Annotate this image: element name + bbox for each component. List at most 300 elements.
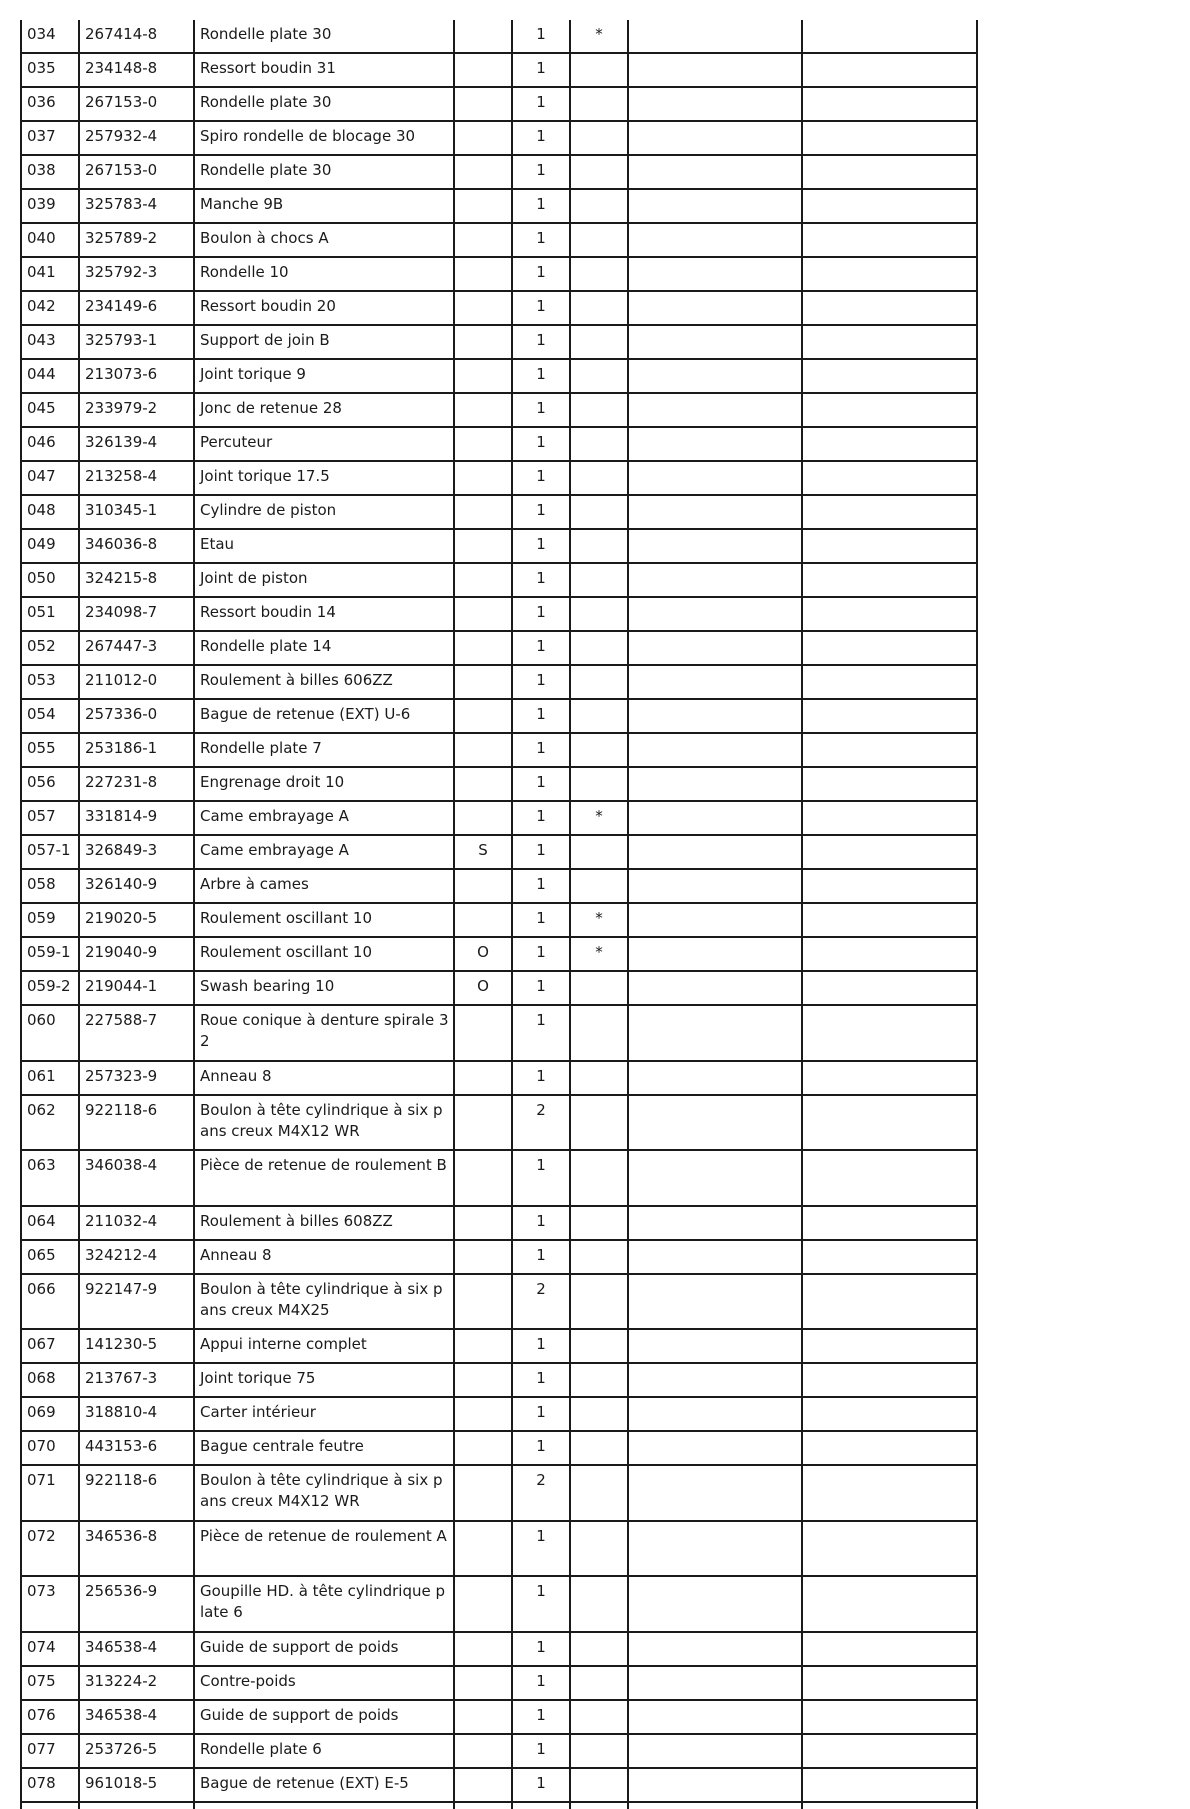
note-cell-1 — [628, 937, 802, 971]
flag-cell: S — [454, 835, 512, 869]
part-number-cell: 346538-4 — [79, 1632, 194, 1666]
item-number-cell: 063 — [21, 1150, 79, 1206]
item-number-cell: 064 — [21, 1206, 79, 1240]
mark-cell — [570, 393, 628, 427]
note-cell-1 — [628, 53, 802, 87]
part-number-cell: 326139-4 — [79, 427, 194, 461]
mark-cell — [570, 529, 628, 563]
item-number-cell: 065 — [21, 1240, 79, 1274]
note-cell-1 — [628, 733, 802, 767]
description-cell: Ressort boudin 31 — [194, 53, 454, 87]
flag-cell — [454, 903, 512, 937]
description-cell: Joint torique 17.5 — [194, 461, 454, 495]
item-number-cell: 036 — [21, 87, 79, 121]
note-cell-2 — [802, 1005, 977, 1061]
flag-cell — [454, 1150, 512, 1206]
flag-cell — [454, 631, 512, 665]
mark-cell — [570, 597, 628, 631]
flag-cell — [454, 1274, 512, 1330]
table-row — [21, 20, 977, 53]
table-row — [21, 869, 977, 903]
note-cell-1 — [628, 631, 802, 665]
part-number-cell: 922118-6 — [79, 1465, 194, 1521]
quantity-cell: 1 — [512, 869, 570, 903]
description-cell: Contre-poids — [194, 1666, 454, 1700]
item-number-cell: 069 — [21, 1397, 79, 1431]
flag-cell — [454, 495, 512, 529]
note-cell-1 — [628, 1632, 802, 1666]
quantity-cell: 1 — [512, 937, 570, 971]
quantity-cell: 1 — [512, 1632, 570, 1666]
note-cell-2 — [802, 1632, 977, 1666]
note-cell-1 — [628, 699, 802, 733]
description-cell: Roulement oscillant 10 — [194, 937, 454, 971]
flag-cell — [454, 257, 512, 291]
note-cell-1 — [628, 1274, 802, 1330]
description-cell: Carter intérieur — [194, 1397, 454, 1431]
flag-cell — [454, 155, 512, 189]
part-number-cell: 310345-1 — [79, 495, 194, 529]
mark-cell — [570, 1431, 628, 1465]
item-number-cell: 037 — [21, 121, 79, 155]
quantity-cell: 1 — [512, 801, 570, 835]
note-cell-1 — [628, 1329, 802, 1363]
table-row — [21, 529, 977, 563]
note-cell-1 — [628, 1206, 802, 1240]
table-row — [21, 155, 977, 189]
table-row — [21, 1465, 977, 1521]
quantity-cell: 1 — [512, 1329, 570, 1363]
item-number-cell: 056 — [21, 767, 79, 801]
description-cell: Rondelle plate 6 — [194, 1734, 454, 1768]
description-cell: Arbre à cames — [194, 869, 454, 903]
quantity-cell: 1 — [512, 223, 570, 257]
quantity-cell: 1 — [512, 1206, 570, 1240]
note-cell-2 — [802, 1150, 977, 1206]
note-cell-2 — [802, 189, 977, 223]
table-row — [21, 257, 977, 291]
parts-table-body — [21, 20, 977, 1809]
part-number-cell: 141230-5 — [79, 1329, 194, 1363]
table-row — [21, 937, 977, 971]
mark-cell — [570, 291, 628, 325]
part-number-cell: 346036-8 — [79, 529, 194, 563]
note-cell-2 — [802, 1431, 977, 1465]
flag-cell — [454, 1700, 512, 1734]
mark-cell: * — [570, 801, 628, 835]
mark-cell: * — [570, 937, 628, 971]
table-row — [21, 1005, 977, 1061]
mark-cell — [570, 1061, 628, 1095]
quantity-cell: 1 — [512, 597, 570, 631]
table-row — [21, 699, 977, 733]
quantity-cell: 2 — [512, 1274, 570, 1330]
mark-cell — [570, 189, 628, 223]
note-cell-2 — [802, 1576, 977, 1632]
note-cell-1 — [628, 971, 802, 1005]
flag-cell — [454, 359, 512, 393]
part-number-cell: 324212-4 — [79, 1240, 194, 1274]
note-cell-2 — [802, 325, 977, 359]
part-number-cell: 256536-9 — [79, 1576, 194, 1632]
description-cell: Roue conique à denture spirale 32 — [194, 1005, 454, 1061]
item-number-cell: 043 — [21, 325, 79, 359]
quantity-cell: 1 — [512, 121, 570, 155]
table-row — [21, 359, 977, 393]
note-cell-2 — [802, 495, 977, 529]
note-cell-2 — [802, 359, 977, 393]
note-cell-2 — [802, 801, 977, 835]
quantity-cell: 1 — [512, 495, 570, 529]
note-cell-1 — [628, 835, 802, 869]
table-row — [21, 189, 977, 223]
note-cell-2 — [802, 121, 977, 155]
description-cell: Roulement oscillant 10 — [194, 903, 454, 937]
item-number-cell: 034 — [21, 20, 79, 53]
table-row — [21, 1061, 977, 1095]
note-cell-1 — [628, 1768, 802, 1802]
quantity-cell: 1 — [512, 393, 570, 427]
table-row — [21, 835, 977, 869]
flag-cell — [454, 427, 512, 461]
quantity-cell: 1 — [512, 20, 570, 53]
parts-table — [20, 20, 978, 1809]
quantity-cell: 1 — [512, 665, 570, 699]
note-cell-2 — [802, 903, 977, 937]
description-cell: Etau — [194, 529, 454, 563]
description-cell: Pièce de retenue de roulement B — [194, 1150, 454, 1206]
part-number-cell: 961018-5 — [79, 1768, 194, 1802]
quantity-cell: 1 — [512, 835, 570, 869]
note-cell-1 — [628, 155, 802, 189]
note-cell-1 — [628, 427, 802, 461]
description-cell: Came embrayage A — [194, 835, 454, 869]
description-cell: Bague de retenue (EXT) U-6 — [194, 699, 454, 733]
flag-cell — [454, 563, 512, 597]
note-cell-2 — [802, 563, 977, 597]
part-number-cell: 219044-1 — [79, 971, 194, 1005]
flag-cell — [454, 529, 512, 563]
flag-cell — [454, 1768, 512, 1802]
mark-cell — [570, 87, 628, 121]
description-cell: Bague de retenue (EXT) E-5 — [194, 1768, 454, 1802]
note-cell-1 — [628, 121, 802, 155]
table-row — [21, 1768, 977, 1802]
note-cell-2 — [802, 1240, 977, 1274]
flag-cell — [454, 53, 512, 87]
mark-cell — [570, 1576, 628, 1632]
table-row — [21, 733, 977, 767]
flag-cell — [454, 767, 512, 801]
item-number-cell: 057-1 — [21, 835, 79, 869]
quantity-cell: 1 — [512, 563, 570, 597]
description-cell: Bague centrale feutre — [194, 1431, 454, 1465]
flag-cell — [454, 20, 512, 53]
flag-cell — [454, 869, 512, 903]
mark-cell — [570, 665, 628, 699]
part-number-cell: 213073-6 — [79, 359, 194, 393]
quantity-cell: 1 — [512, 359, 570, 393]
note-cell-2 — [802, 733, 977, 767]
description-cell: Rondelle plate 7 — [194, 733, 454, 767]
description-cell: Rondelle plate 30 — [194, 155, 454, 189]
part-number-cell: 227231-8 — [79, 767, 194, 801]
flag-cell: O — [454, 971, 512, 1005]
empty-cell — [454, 1802, 512, 1809]
empty-cell — [802, 1802, 977, 1809]
quantity-cell: 1 — [512, 903, 570, 937]
description-cell: Joint torique 9 — [194, 359, 454, 393]
note-cell-2 — [802, 1061, 977, 1095]
item-number-cell: 050 — [21, 563, 79, 597]
table-row — [21, 903, 977, 937]
description-cell: Ressort boudin 20 — [194, 291, 454, 325]
item-number-cell: 048 — [21, 495, 79, 529]
flag-cell — [454, 291, 512, 325]
mark-cell — [570, 1397, 628, 1431]
part-number-cell: 267153-0 — [79, 87, 194, 121]
note-cell-2 — [802, 87, 977, 121]
flag-cell — [454, 733, 512, 767]
part-number-cell: 234148-8 — [79, 53, 194, 87]
table-row-cutoff — [21, 1802, 977, 1809]
empty-cell — [570, 1802, 628, 1809]
item-number-cell: 058 — [21, 869, 79, 903]
note-cell-2 — [802, 971, 977, 1005]
mark-cell — [570, 699, 628, 733]
description-cell: Boulon à tête cylindrique à six pans creux M4X12 WR — [194, 1465, 454, 1521]
quantity-cell: 1 — [512, 1431, 570, 1465]
description-cell: Joint torique 75 — [194, 1363, 454, 1397]
mark-cell — [570, 495, 628, 529]
table-row — [21, 1329, 977, 1363]
note-cell-1 — [628, 223, 802, 257]
flag-cell — [454, 1431, 512, 1465]
mark-cell — [570, 427, 628, 461]
description-cell: Roulement à billes 606ZZ — [194, 665, 454, 699]
item-number-cell: 072 — [21, 1521, 79, 1577]
part-number-cell: 326849-3 — [79, 835, 194, 869]
quantity-cell: 1 — [512, 1521, 570, 1577]
part-number-cell: 325783-4 — [79, 189, 194, 223]
flag-cell — [454, 1465, 512, 1521]
note-cell-1 — [628, 291, 802, 325]
note-cell-2 — [802, 1734, 977, 1768]
item-number-cell: 059-2 — [21, 971, 79, 1005]
mark-cell — [570, 53, 628, 87]
mark-cell — [570, 767, 628, 801]
note-cell-2 — [802, 1274, 977, 1330]
mark-cell — [570, 223, 628, 257]
flag-cell — [454, 1095, 512, 1151]
quantity-cell: 1 — [512, 257, 570, 291]
quantity-cell: 1 — [512, 427, 570, 461]
part-number-cell: 219040-9 — [79, 937, 194, 971]
item-number-cell: 040 — [21, 223, 79, 257]
description-cell: Rondelle 10 — [194, 257, 454, 291]
mark-cell — [570, 1363, 628, 1397]
quantity-cell: 1 — [512, 733, 570, 767]
table-row — [21, 1206, 977, 1240]
part-number-cell: 233979-2 — [79, 393, 194, 427]
note-cell-2 — [802, 427, 977, 461]
mark-cell — [570, 1768, 628, 1802]
quantity-cell: 1 — [512, 699, 570, 733]
empty-cell — [79, 1802, 194, 1809]
part-number-cell: 211012-0 — [79, 665, 194, 699]
flag-cell — [454, 1061, 512, 1095]
part-number-cell: 346038-4 — [79, 1150, 194, 1206]
item-number-cell: 068 — [21, 1363, 79, 1397]
mark-cell: * — [570, 903, 628, 937]
flag-cell — [454, 1240, 512, 1274]
table-row — [21, 665, 977, 699]
quantity-cell: 1 — [512, 971, 570, 1005]
description-cell: Goupille HD. à tête cylindrique plate 6 — [194, 1576, 454, 1632]
mark-cell — [570, 461, 628, 495]
note-cell-2 — [802, 257, 977, 291]
note-cell-2 — [802, 1465, 977, 1521]
quantity-cell: 1 — [512, 1700, 570, 1734]
flag-cell — [454, 699, 512, 733]
table-row — [21, 631, 977, 665]
quantity-cell: 1 — [512, 1397, 570, 1431]
note-cell-1 — [628, 801, 802, 835]
description-cell: Spiro rondelle de blocage 30 — [194, 121, 454, 155]
mark-cell — [570, 1329, 628, 1363]
item-number-cell: 067 — [21, 1329, 79, 1363]
note-cell-1 — [628, 1240, 802, 1274]
quantity-cell: 1 — [512, 155, 570, 189]
item-number-cell: 054 — [21, 699, 79, 733]
table-row — [21, 291, 977, 325]
mark-cell — [570, 359, 628, 393]
note-cell-1 — [628, 1095, 802, 1151]
part-number-cell: 234098-7 — [79, 597, 194, 631]
note-cell-1 — [628, 1465, 802, 1521]
quantity-cell: 1 — [512, 1150, 570, 1206]
item-number-cell: 066 — [21, 1274, 79, 1330]
note-cell-1 — [628, 665, 802, 699]
quantity-cell: 1 — [512, 325, 570, 359]
item-number-cell: 074 — [21, 1632, 79, 1666]
flag-cell — [454, 325, 512, 359]
mark-cell — [570, 155, 628, 189]
item-number-cell: 045 — [21, 393, 79, 427]
empty-cell — [628, 1802, 802, 1809]
note-cell-2 — [802, 835, 977, 869]
empty-cell — [21, 1802, 79, 1809]
note-cell-2 — [802, 529, 977, 563]
note-cell-2 — [802, 53, 977, 87]
quantity-cell: 1 — [512, 291, 570, 325]
item-number-cell: 078 — [21, 1768, 79, 1802]
item-number-cell: 073 — [21, 1576, 79, 1632]
note-cell-1 — [628, 495, 802, 529]
quantity-cell: 1 — [512, 1734, 570, 1768]
flag-cell — [454, 1397, 512, 1431]
note-cell-2 — [802, 20, 977, 53]
part-number-cell: 443153-6 — [79, 1431, 194, 1465]
item-number-cell: 053 — [21, 665, 79, 699]
part-number-cell: 267414-8 — [79, 20, 194, 53]
note-cell-2 — [802, 393, 977, 427]
mark-cell — [570, 1240, 628, 1274]
quantity-cell: 1 — [512, 53, 570, 87]
part-number-cell: 331814-9 — [79, 801, 194, 835]
quantity-cell: 1 — [512, 1363, 570, 1397]
table-row — [21, 393, 977, 427]
description-cell: Joint de piston — [194, 563, 454, 597]
part-number-cell: 253726-5 — [79, 1734, 194, 1768]
part-number-cell: 257336-0 — [79, 699, 194, 733]
mark-cell — [570, 1274, 628, 1330]
flag-cell — [454, 87, 512, 121]
mark-cell — [570, 971, 628, 1005]
flag-cell — [454, 1363, 512, 1397]
item-number-cell: 057 — [21, 801, 79, 835]
item-number-cell: 062 — [21, 1095, 79, 1151]
note-cell-2 — [802, 1397, 977, 1431]
flag-cell — [454, 1005, 512, 1061]
note-cell-1 — [628, 1431, 802, 1465]
description-cell: Guide de support de poids — [194, 1632, 454, 1666]
flag-cell: O — [454, 937, 512, 971]
mark-cell — [570, 121, 628, 155]
part-number-cell: 267153-0 — [79, 155, 194, 189]
item-number-cell: 061 — [21, 1061, 79, 1095]
mark-cell — [570, 835, 628, 869]
part-number-cell: 324215-8 — [79, 563, 194, 597]
description-cell: Rondelle plate 30 — [194, 87, 454, 121]
part-number-cell: 326140-9 — [79, 869, 194, 903]
mark-cell: * — [570, 20, 628, 53]
part-number-cell: 922147-9 — [79, 1274, 194, 1330]
quantity-cell: 1 — [512, 1576, 570, 1632]
note-cell-1 — [628, 325, 802, 359]
part-number-cell: 253186-1 — [79, 733, 194, 767]
table-row — [21, 495, 977, 529]
description-cell: Jonc de retenue 28 — [194, 393, 454, 427]
note-cell-1 — [628, 257, 802, 291]
quantity-cell: 1 — [512, 1061, 570, 1095]
item-number-cell: 038 — [21, 155, 79, 189]
part-number-cell: 227588-7 — [79, 1005, 194, 1061]
flag-cell — [454, 1576, 512, 1632]
table-row — [21, 1095, 977, 1151]
table-row — [21, 87, 977, 121]
description-cell: Support de join B — [194, 325, 454, 359]
mark-cell — [570, 563, 628, 597]
note-cell-2 — [802, 631, 977, 665]
item-number-cell: 049 — [21, 529, 79, 563]
parts-list-page — [20, 20, 978, 1809]
table-row — [21, 223, 977, 257]
flag-cell — [454, 189, 512, 223]
note-cell-1 — [628, 393, 802, 427]
table-row — [21, 1576, 977, 1632]
quantity-cell: 1 — [512, 461, 570, 495]
part-number-cell: 257932-4 — [79, 121, 194, 155]
mark-cell — [570, 631, 628, 665]
table-row — [21, 563, 977, 597]
item-number-cell: 060 — [21, 1005, 79, 1061]
part-number-cell: 346538-4 — [79, 1700, 194, 1734]
table-row — [21, 427, 977, 461]
mark-cell — [570, 1734, 628, 1768]
note-cell-1 — [628, 563, 802, 597]
table-row — [21, 461, 977, 495]
